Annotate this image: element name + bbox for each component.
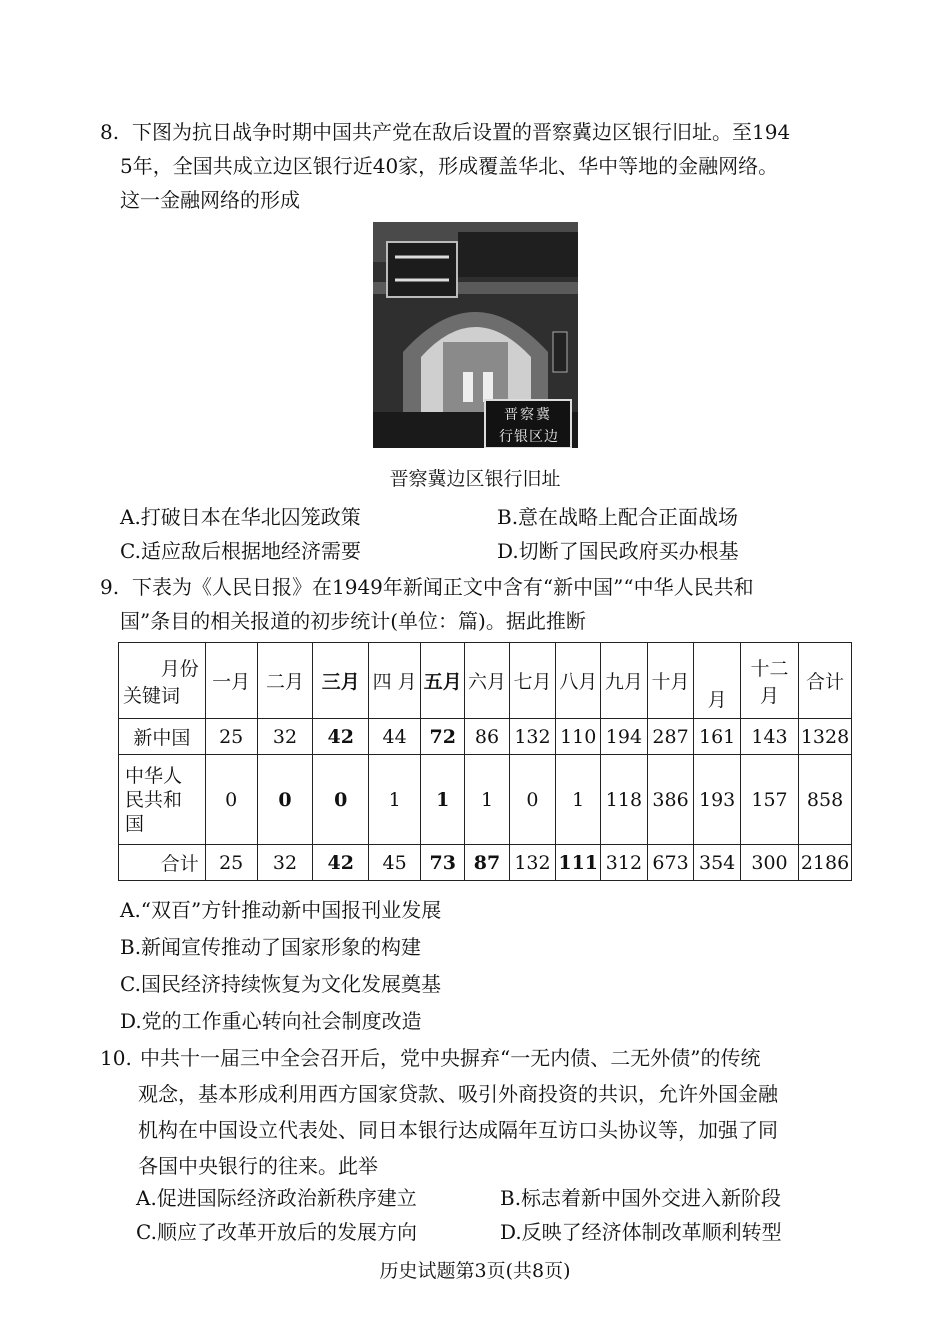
q8-option-b[interactable]: B.意在战略上配合正面战场 bbox=[497, 505, 739, 529]
page-footer: 历史试题第3页(共8页) bbox=[379, 1260, 571, 1282]
table-row bbox=[119, 845, 852, 881]
table-cell: 118 bbox=[601, 755, 648, 845]
stem-line: 机构在中国设立代表处、同日本银行达成隔年互访口头协议等，加强了同 bbox=[138, 1118, 778, 1142]
table-row bbox=[119, 755, 852, 845]
stem-line: 中共十一届三中全会召开后，党中央摒弃“一无内债、二无外债”的传统 bbox=[140, 1046, 761, 1070]
stem-line: 观念，基本形成利用西方国家贷款、吸引外商投资的共识，允许外国金融 bbox=[138, 1082, 778, 1106]
q9-option-d[interactable]: D.党的工作重心转向社会制度改造 bbox=[120, 1009, 422, 1033]
table-cell: 0 bbox=[313, 755, 369, 845]
q8-option-c[interactable]: C.适应敌后根据地经济需要 bbox=[120, 539, 361, 563]
question-number: 8. bbox=[100, 120, 120, 144]
table-cell: 132 bbox=[509, 845, 556, 881]
sign-bottom-text: 行银区边 bbox=[499, 429, 559, 445]
table-cell: 0 bbox=[509, 755, 556, 845]
q9-option-c[interactable]: C.国民经济持续恢复为文化发展奠基 bbox=[120, 972, 441, 996]
table-cell: 25 bbox=[205, 719, 257, 755]
table-cell: 858 bbox=[799, 755, 852, 845]
table-cell: 25 bbox=[205, 845, 257, 881]
table-cell: 32 bbox=[257, 845, 313, 881]
month-header: 七月 bbox=[509, 643, 556, 719]
question-10-stem bbox=[100, 1040, 845, 1184]
table-cell: 86 bbox=[465, 719, 509, 755]
corner-header-cell bbox=[119, 643, 206, 719]
statistics-table bbox=[118, 642, 852, 881]
table-cell: 194 bbox=[601, 719, 648, 755]
table-cell: 73 bbox=[421, 845, 465, 881]
stem-line: 国”条目的相关报道的初步统计(单位：篇)。据此推断 bbox=[120, 609, 586, 633]
question-9-stem bbox=[100, 570, 845, 638]
table-cell: 1 bbox=[465, 755, 509, 845]
table-header-row bbox=[119, 643, 852, 719]
table-cell: 32 bbox=[257, 719, 313, 755]
stem-line: 这一金融网络的形成 bbox=[120, 188, 300, 212]
table-cell: 354 bbox=[694, 845, 741, 881]
table-cell: 44 bbox=[369, 719, 421, 755]
q10-option-b[interactable]: B.标志着新中国外交进入新阶段 bbox=[500, 1186, 782, 1210]
month-header: 合计 bbox=[799, 643, 852, 719]
month-header: 月 bbox=[694, 643, 741, 719]
corner-bottom-label: 关键词 bbox=[123, 684, 181, 707]
q8-option-a[interactable]: A.打破日本在华北囚笼政策 bbox=[120, 505, 361, 529]
table-cell: 157 bbox=[740, 755, 798, 845]
q10-option-d[interactable]: D.反映了经济体制改革顺利转型 bbox=[500, 1220, 782, 1244]
question-number: 10. bbox=[100, 1046, 132, 1070]
table-cell: 0 bbox=[205, 755, 257, 845]
corner-top-label: 月份 bbox=[160, 657, 199, 680]
month-header: 二月 bbox=[257, 643, 313, 719]
month-header: 九月 bbox=[601, 643, 648, 719]
stem-line: 下图为抗日战争时期中国共产党在敌后设置的晋察冀边区银行旧址。至194 bbox=[132, 120, 791, 144]
table-cell: 386 bbox=[647, 755, 694, 845]
table-cell: 161 bbox=[694, 719, 741, 755]
table-cell: 1 bbox=[369, 755, 421, 845]
table-cell: 312 bbox=[601, 845, 648, 881]
month-header: 四 月 bbox=[369, 643, 421, 719]
month-header: 八月 bbox=[556, 643, 601, 719]
table-cell: 193 bbox=[694, 755, 741, 845]
month-header: 十二月 bbox=[740, 643, 798, 719]
bank-building-photo bbox=[373, 222, 578, 448]
month-header: 五月 bbox=[421, 643, 465, 719]
table-cell: 287 bbox=[647, 719, 694, 755]
q9-option-a[interactable]: A.“双百”方针推动新中国报刊业发展 bbox=[120, 898, 442, 922]
row-label: 中华人民共和国 bbox=[119, 755, 206, 845]
row-label: 合计 bbox=[119, 845, 206, 881]
month-header: 三月 bbox=[313, 643, 369, 719]
table-cell: 42 bbox=[313, 719, 369, 755]
q8-option-d[interactable]: D.切断了国民政府买办根基 bbox=[497, 539, 739, 563]
question-number: 9. bbox=[100, 575, 120, 599]
table-cell: 0 bbox=[257, 755, 313, 845]
month-header: 六月 bbox=[465, 643, 509, 719]
month-header: 十月 bbox=[647, 643, 694, 719]
q10-option-c[interactable]: C.顺应了改革开放后的发展方向 bbox=[136, 1220, 417, 1244]
stem-line: 5年，全国共成立边区银行近40家，形成覆盖华北、华中等地的金融网络。 bbox=[120, 154, 779, 178]
table-row bbox=[119, 719, 852, 755]
table-cell: 300 bbox=[740, 845, 798, 881]
table-cell: 143 bbox=[740, 719, 798, 755]
table-cell: 1328 bbox=[799, 719, 852, 755]
photo-caption: 晋察冀边区银行旧址 bbox=[389, 468, 561, 490]
table-cell: 87 bbox=[465, 845, 509, 881]
q9-option-b[interactable]: B.新闻宣传推动了国家形象的构建 bbox=[120, 935, 422, 959]
table-cell: 132 bbox=[509, 719, 556, 755]
table-cell: 111 bbox=[556, 845, 601, 881]
stem-line: 下表为《人民日报》在1949年新闻正文中含有“新中国”“中华人民共和 bbox=[132, 575, 754, 599]
table-cell: 2186 bbox=[799, 845, 852, 881]
table-cell: 673 bbox=[647, 845, 694, 881]
table-cell: 1 bbox=[556, 755, 601, 845]
row-label: 新中国 bbox=[119, 719, 206, 755]
table-cell: 45 bbox=[369, 845, 421, 881]
month-header: 一月 bbox=[205, 643, 257, 719]
q10-option-a[interactable]: A.促进国际经济政治新秩序建立 bbox=[136, 1186, 417, 1210]
sign-top-text: 晋察冀 bbox=[504, 407, 552, 423]
table-cell: 72 bbox=[421, 719, 465, 755]
table-cell: 42 bbox=[313, 845, 369, 881]
stem-line: 各国中央银行的往来。此举 bbox=[138, 1154, 378, 1178]
table-cell: 110 bbox=[556, 719, 601, 755]
question-8-stem bbox=[100, 115, 845, 217]
table-cell: 1 bbox=[421, 755, 465, 845]
